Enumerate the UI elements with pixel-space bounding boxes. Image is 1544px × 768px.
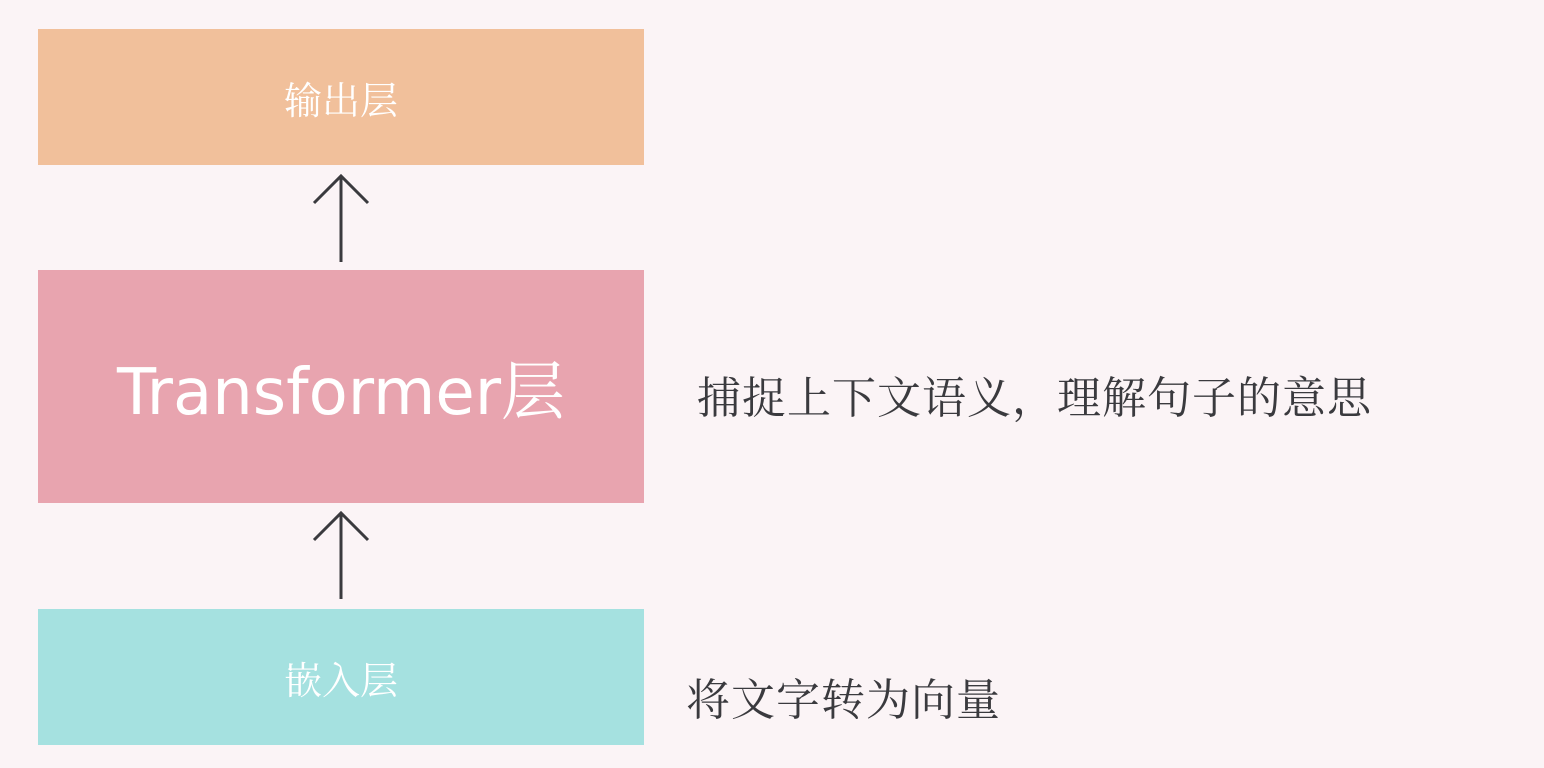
arrow-up-icon [310,509,372,601]
output-layer-label: 输出层 [283,78,398,123]
embedding-layer-box [38,609,644,745]
transformer-layer-box [38,270,644,503]
embedding-layer-label: 嵌入层 [283,658,398,703]
transformer-annotation: 捕捉上下文语义，理解句子的意思 [697,373,1372,424]
embedding-annotation: 将文字转为向量 [686,675,1001,726]
transformer-layer-label: Transformer层 [116,355,566,430]
arrow-up-icon [310,172,372,264]
output-layer-box [38,29,644,165]
